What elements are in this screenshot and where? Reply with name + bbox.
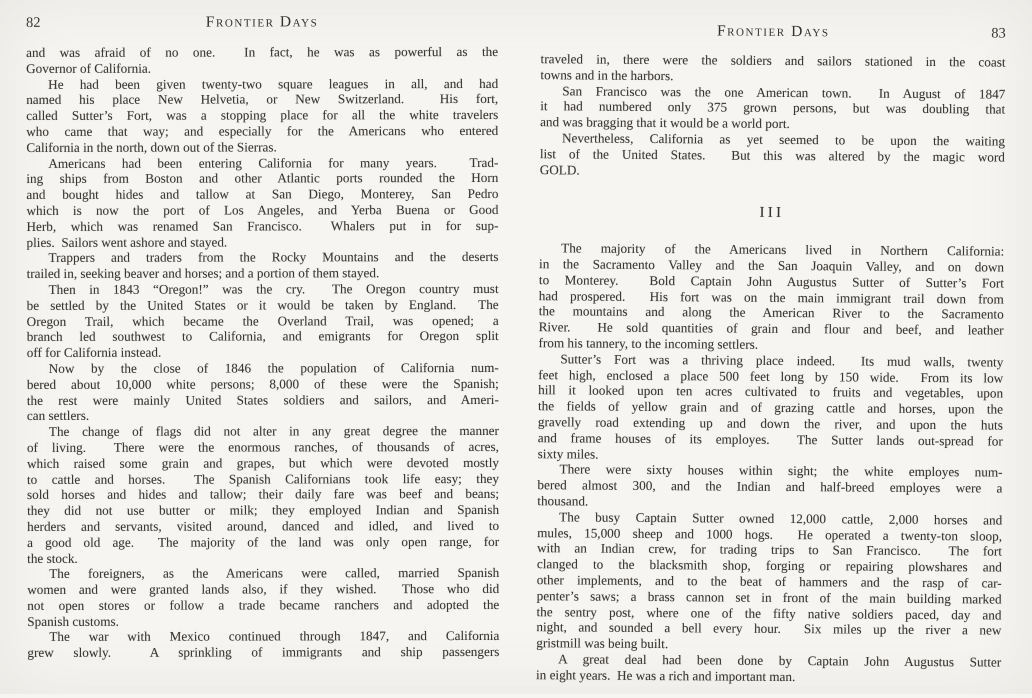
paragraph <box>537 461 1002 512</box>
text-line: night, and sounded a bell every hour. Six miles up the river a new <box>536 619 1001 638</box>
text-line: the mountains and along the American River to the Sacramento <box>539 304 1004 323</box>
page-header-right <box>541 21 1006 42</box>
text-line: named his place New Helvetia, or New Switzerland. His fort, <box>26 91 498 108</box>
text-line: sixty miles. <box>538 446 1003 465</box>
text-line: in the Sacramento Valley and the San Joaquin Valley, and on down <box>539 256 1004 275</box>
running-head-left: Frontier Days <box>72 13 452 31</box>
text-line: traveled in, there were the soldiers and sailors stationed in the coast <box>541 51 1006 70</box>
text-line: sold horses and hides and tallow; their daily fare was beef and beans; <box>27 486 499 503</box>
text-line: The busy Captain Sutter owned 12,000 cattle, 2,000 horses and <box>537 509 1002 528</box>
text-line: the rest were mainly United States soldiers and sailors, and Ameri- <box>27 391 499 408</box>
text-line: off for California instead. <box>27 344 499 361</box>
text-line: Then in 1843 “Oregon!” was the cry. The Oregon country must <box>27 281 499 298</box>
text-line: The foreigners, as the Americans were called, married Spanish <box>27 565 499 582</box>
text-line: Nevertheless, California as yet seemed to be upon the waiting <box>540 130 1005 149</box>
text-line: called Sutter’s Fort, was a stopping place for all the white travelers <box>26 107 498 124</box>
text-line: they did not use butter or milk; they employed Indian and Spanish <box>27 502 499 519</box>
text-line: not open stores or follow a trade became ranchers and adopted the <box>27 597 499 614</box>
text-line: gravelly road extending up and down the river, and upon the huts <box>538 414 1003 433</box>
text-line: be settled by the United States or it would be taken by England. The <box>27 297 499 314</box>
paragraph <box>27 628 499 661</box>
text-line: gristmill was being built. <box>536 635 1001 654</box>
text-line: The war with Mexico continued through 1847, and California <box>27 628 499 645</box>
text-line: it had numbered only 375 grown persons, but was doubling that <box>540 99 1005 118</box>
text-line: which raised some grain and grapes, but which were devoted mostly <box>27 455 499 472</box>
text-line: and was bragging that it would be a world port. <box>540 114 1005 133</box>
page-left-82 <box>0 0 517 694</box>
text-line: and frame houses of its employes. The Sutter lands out-spread for <box>538 430 1003 449</box>
paragraph <box>26 44 498 77</box>
text-line: clanged to the blacksmith shop, forging or repairing plowshares and <box>537 556 1002 575</box>
page-body-right <box>536 51 1006 686</box>
text-line: bered almost 300, and the Indian and half-breed employes were a <box>537 477 1002 496</box>
text-line: thousand. <box>537 493 1002 512</box>
text-line: River. He sold quantities of grain and flour and beef, and leather <box>539 319 1004 338</box>
text-line: California in the north, down out of the Sierras. <box>26 139 498 156</box>
text-line: the stock. <box>27 549 499 566</box>
paragraph <box>27 281 499 361</box>
text-line: Sutter’s Fort was a thriving place indeed. Its mud walls, twenty <box>538 351 1003 370</box>
text-line: can settlers. <box>27 407 499 424</box>
text-line: Trappers and traders from the Rocky Mountains and the deserts <box>27 249 499 266</box>
text-line: and bought hides and tallow at San Diego, Monterey, San Pedro <box>26 186 498 203</box>
text-line: of living. There were the enormous ranches, of thousands of acres, <box>27 439 499 456</box>
paragraph <box>538 240 1004 354</box>
paragraph <box>27 423 499 566</box>
text-line: grew slowly. A sprinkling of immigrants and ship passengers <box>27 644 499 661</box>
text-line: the fields of yellow grain and of grazing cattle and horses, upon the <box>538 398 1003 417</box>
section-heading: III <box>539 205 1004 224</box>
text-line: who came that way; and especially for the Americans who entered <box>26 123 498 140</box>
text-line: herders and servants, visited around, danced and idled, and lived to <box>27 518 499 535</box>
text-line: penter’s saws; a brass cannon set in front of the main building marked <box>537 588 1002 607</box>
text-line: branch led southwest to California, and emigrants for Oregon split <box>27 328 499 345</box>
text-line: trailed in, seeking beaver and horses; and a portion of them stayed. <box>27 265 499 282</box>
text-line: women and were granted lands also, if they wished. Those who did <box>27 581 499 598</box>
text-line: ing ships from Boston and other Atlantic ports rounded the Horn <box>26 170 498 187</box>
text-line: plies. Sailors went ashore and stayed. <box>26 234 498 251</box>
text-line: had prospered. His fort was on the main immigrant trail down from <box>539 288 1004 307</box>
text-line: Oregon Trail, which became the Overland Trail, was opened; a <box>27 313 499 330</box>
text-line: feet high, enclosed a place 500 feet long by 150 wide. From its low <box>538 367 1003 386</box>
text-line: with an Indian crew, for trading trips to San Francisco. The fort <box>537 540 1002 559</box>
text-line: Spanish customs. <box>27 613 499 630</box>
text-line: He had been given twenty-two square leagues in all, and had <box>26 76 498 93</box>
text-line: from his tannery, to the incoming settlers. <box>538 335 1003 354</box>
paragraph <box>27 565 499 629</box>
page-body-left <box>26 44 499 661</box>
text-line: mules, 15,000 sheep and 1000 hogs. He operated a twenty-ton sloop, <box>537 525 1002 544</box>
paragraph <box>536 651 1001 686</box>
paragraph <box>26 76 498 156</box>
text-line: San Francisco was the one American town. In August of 1847 <box>540 83 1005 102</box>
text-line: hill it looked upon ten acres cultivated to fruits and vegetables, upon <box>538 383 1003 402</box>
text-line: GOLD. <box>540 162 1005 181</box>
text-line: which is now the port of Los Angeles, and Yerba Buena or Good <box>26 202 498 219</box>
text-line: A great deal had been done by Captain John Augustus Sutter <box>536 651 1001 670</box>
page-right-83 <box>511 0 1032 698</box>
text-line: list of the United States. But this was altered by the magic word <box>540 146 1005 165</box>
text-line: Governor of California. <box>26 60 498 77</box>
paragraph <box>538 351 1004 465</box>
text-line: other implements, and to the beat of hammers and the rasp of car- <box>537 572 1002 591</box>
text-line: The majority of the Americans lived in Northern California: <box>539 240 1004 259</box>
paragraph <box>540 51 1005 86</box>
text-line: towns and in the harbors. <box>540 67 1005 86</box>
text-line: bered about 10,000 white persons; 8,000 of these were the Spanish; <box>27 376 499 393</box>
text-line: The change of flags did not alter in any great degree the manner <box>27 423 499 440</box>
text-line: in eight years. He was a rich and important man. <box>536 667 1001 686</box>
text-line: the sentry post, where one of the fifty native soldiers paced, day and <box>536 604 1001 623</box>
text-line: a good old age. The majority of the land was only open range, for <box>27 534 499 551</box>
page-number-right: 83 <box>960 25 1006 42</box>
paragraph <box>27 360 499 424</box>
running-head-right: Frontier Days <box>587 22 960 42</box>
page-header-left <box>26 13 498 32</box>
paragraph <box>536 509 1002 655</box>
text-line: to Monterey. Bold Captain John Augustus Sutter of Sutter’s Fort <box>539 272 1004 291</box>
text-line: Americans had been entering California for many years. Trad- <box>26 155 498 172</box>
text-line: Now by the close of 1846 the population of California num- <box>27 360 499 377</box>
paragraph <box>540 83 1005 134</box>
text-line: There were sixty houses within sight; the white employes num- <box>538 461 1003 480</box>
paragraph <box>540 130 1005 181</box>
paragraph <box>26 155 498 251</box>
text-line: and was afraid of no one. In fact, he was as powerful as the <box>26 44 498 61</box>
paragraph <box>27 249 499 282</box>
page-number-left: 82 <box>26 15 72 32</box>
text-line: Herb, which was renamed San Francisco. Whalers put in for sup- <box>26 218 498 235</box>
text-line: to cattle and horses. The Spanish Californians took life easy; they <box>27 470 499 487</box>
